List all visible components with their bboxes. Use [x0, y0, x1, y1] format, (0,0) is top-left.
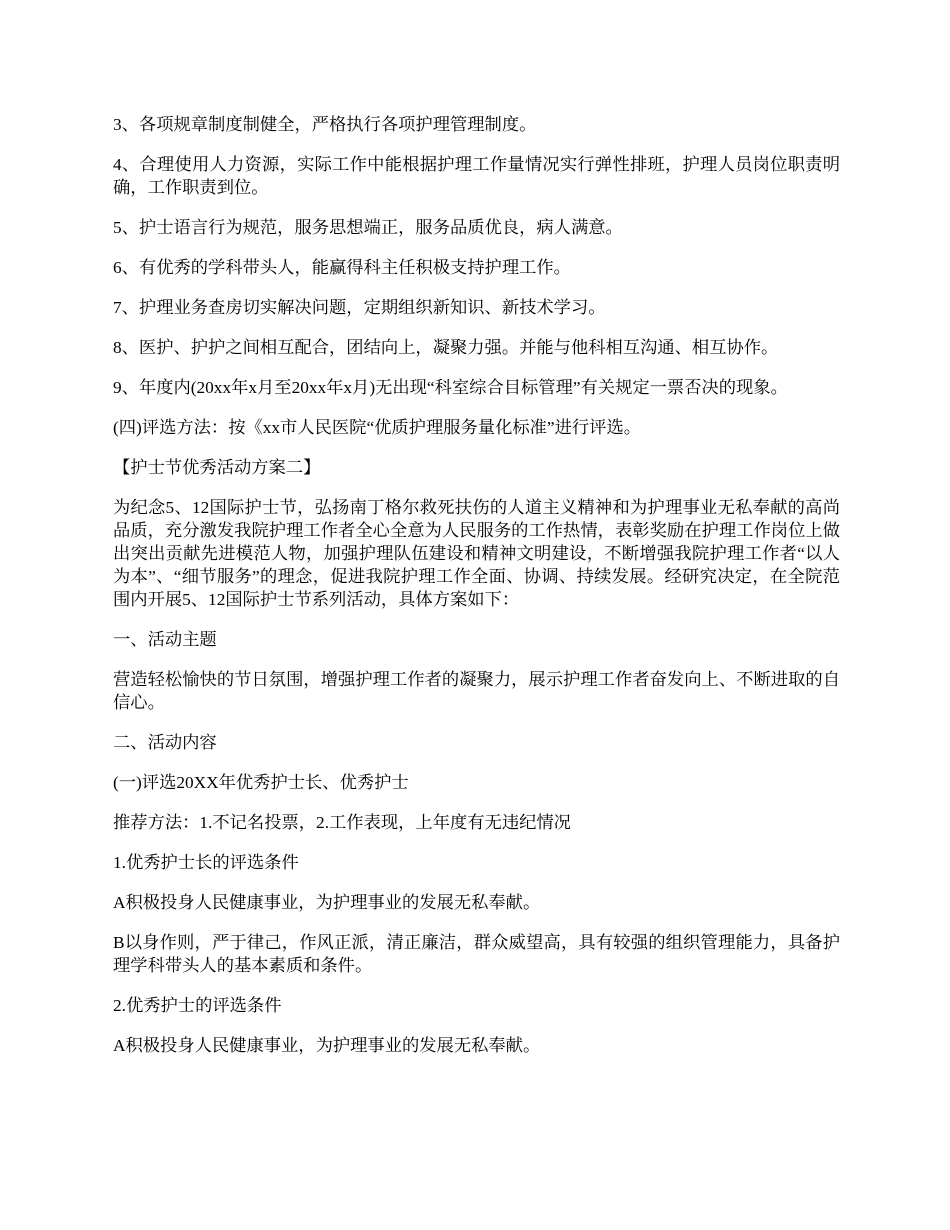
paragraph-rule-8: 8、医护、护护之间相互配合，团结向上，凝聚力强。并能与他科相互沟通、相互协作。 [113, 338, 779, 357]
paragraph-theme-description: 营造轻松愉快的节日氛围，增强护理工作者的凝聚力，展示护理工作者奋发向上、不断进取的自信心。 [113, 670, 840, 712]
criterion-head-nurse-b: B以身作则，严于律己，作风正派，清正廉洁，群众威望高，具有较强的组织管理能力，具备护理学科带头人的基本素质和条件。 [113, 933, 840, 975]
section-heading-plan-two: 【护士节优秀活动方案二】 [113, 458, 321, 477]
paragraph-recommend-method: 推荐方法：1.不记名投票，2.工作表现，上年度有无违纪情况 [113, 813, 571, 832]
criterion-nurse-a: A积极投身人民健康事业，为护理事业的发展无私奉献。 [113, 1036, 541, 1055]
criterion-head-nurse-a: A积极投身人民健康事业，为护理事业的发展无私奉献。 [113, 893, 541, 912]
document-body [113, 113, 840, 1074]
paragraph-rule-7: 7、护理业务查房切实解决问题，定期组织新知识、新技术学习。 [113, 298, 606, 317]
paragraph-selection-method: (四)评选方法：按《xx市人民医院“优质护理服务量化标准”进行评选。 [113, 418, 642, 437]
subheading-selection: (一)评选20XX年优秀护士长、优秀护士 [113, 773, 409, 792]
heading-activity-theme: 一、活动主题 [113, 630, 217, 649]
heading-activity-content: 二、活动内容 [113, 733, 217, 752]
paragraph-rule-5: 5、护士语言行为规范，服务思想端正，服务品质优良，病人满意。 [113, 218, 623, 237]
heading-nurse-criteria: 2.优秀护士的评选条件 [113, 996, 282, 1015]
heading-head-nurse-criteria: 1.优秀护士长的评选条件 [113, 853, 299, 872]
paragraph-rule-3: 3、各项规章制度制健全，严格执行各项护理管理制度。 [113, 115, 537, 134]
paragraph-rule-6: 6、有优秀的学科带头人，能赢得科主任积极支持护理工作。 [113, 258, 571, 277]
paragraph-rule-4: 4、合理使用人力资源，实际工作中能根据护理工作量情况实行弹性排班，护理人员岗位职责明确，工作职责到位。 [113, 155, 840, 197]
paragraph-introduction: 为纪念5、12国际护士节，弘扬南丁格尔救死扶伤的人道主义精神和为护理事业无私奉献的高尚品质，充分激发我院护理工作者全心全意为人民服务的工作热情，表彰奖励在护理工作岗位上做出突出贡献先进模范人物，加强护理队伍建设和精神文明建设，不断增强我院护理工作者“以人为本”、“细节服务”的理念，促进我院护理工作全面、协调、持续发展。经研究决定，在全院范围内开展5、12国际护士节系列活动，具体方案如下： [113, 498, 840, 609]
paragraph-rule-9: 9、年度内(20xx年x月至20xx年x月)无出现“科室综合目标管理”有关规定一票否决的现象。 [113, 378, 788, 397]
